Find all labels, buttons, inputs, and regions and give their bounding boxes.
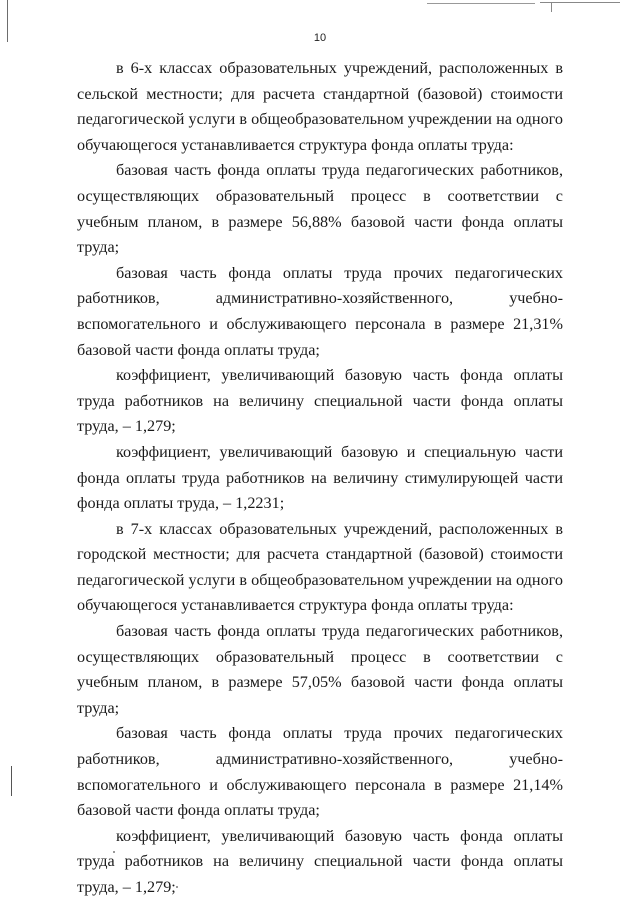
paragraph: базовая часть фонда оплаты труда педагогических работников, осуществляющих образовательный процесс в соответствии с учебным планом, в размере 56,88% базовой части фонда оплаты труда; — [77, 161, 563, 257]
paragraph: базовая часть фонда оплаты труда педагогических работников, осуществляющих образовательный процесс в соответствии с учебным планом, в размере 57,05% базовой части фонда оплаты труда; — [77, 622, 563, 717]
paragraph: коэффициент, увеличивающий базовую часть фонда оплаты труда работников на величину специальной части фонда оплаты труда, – 1,279; — [77, 366, 563, 436]
paragraph: базовая часть фонда оплаты труда прочих педагогических работников, административно-хозяйственного, учебно-вспомогательного и обслуживающего персонала в размере 21,14% базовой части фонда оплаты труда; — [77, 724, 563, 820]
paragraph: коэффициент, увеличивающий базовую и специальную части фонда оплаты труда работников на величину стимулирующей части фонда оплаты труда, – 1,2231; — [77, 442, 563, 513]
document-body — [77, 56, 563, 901]
scan-edge-mark — [11, 766, 12, 796]
paragraph: в 7-х классах образовательных учреждений, расположенных в городской местности; для расчета стандартной (базовой) стоимости педагогической услуги в общеобразовательном учреждении на одного обучающегося устанавливается структура фонда оплаты труда: — [77, 519, 563, 615]
paragraph: коэффициент, увеличивающий базовую часть фонда оплаты труда работников на величину специальной части фонда оплаты труда, – 1,279; — [77, 826, 563, 896]
scan-edge-mark — [540, 2, 620, 3]
scan-edge-mark — [551, 2, 552, 12]
scan-edge-mark — [427, 3, 535, 4]
paragraph: базовая часть фонда оплаты труда прочих педагогических работников, административно-хозяйственного, учебно-вспомогательного и обслуживающего персонала в размере 21,31% базовой части фонда оплаты труда; — [77, 263, 563, 359]
page-number: 10 — [313, 32, 327, 44]
paragraph: в 6-х классах образовательных учреждений, расположенных в сельской местности; для расчета стандартной (базовой) стоимости педагогической услуги в общеобразовательном учреждении на одного обучающегося устанавливается структура фонда оплаты труда: — [77, 59, 563, 154]
